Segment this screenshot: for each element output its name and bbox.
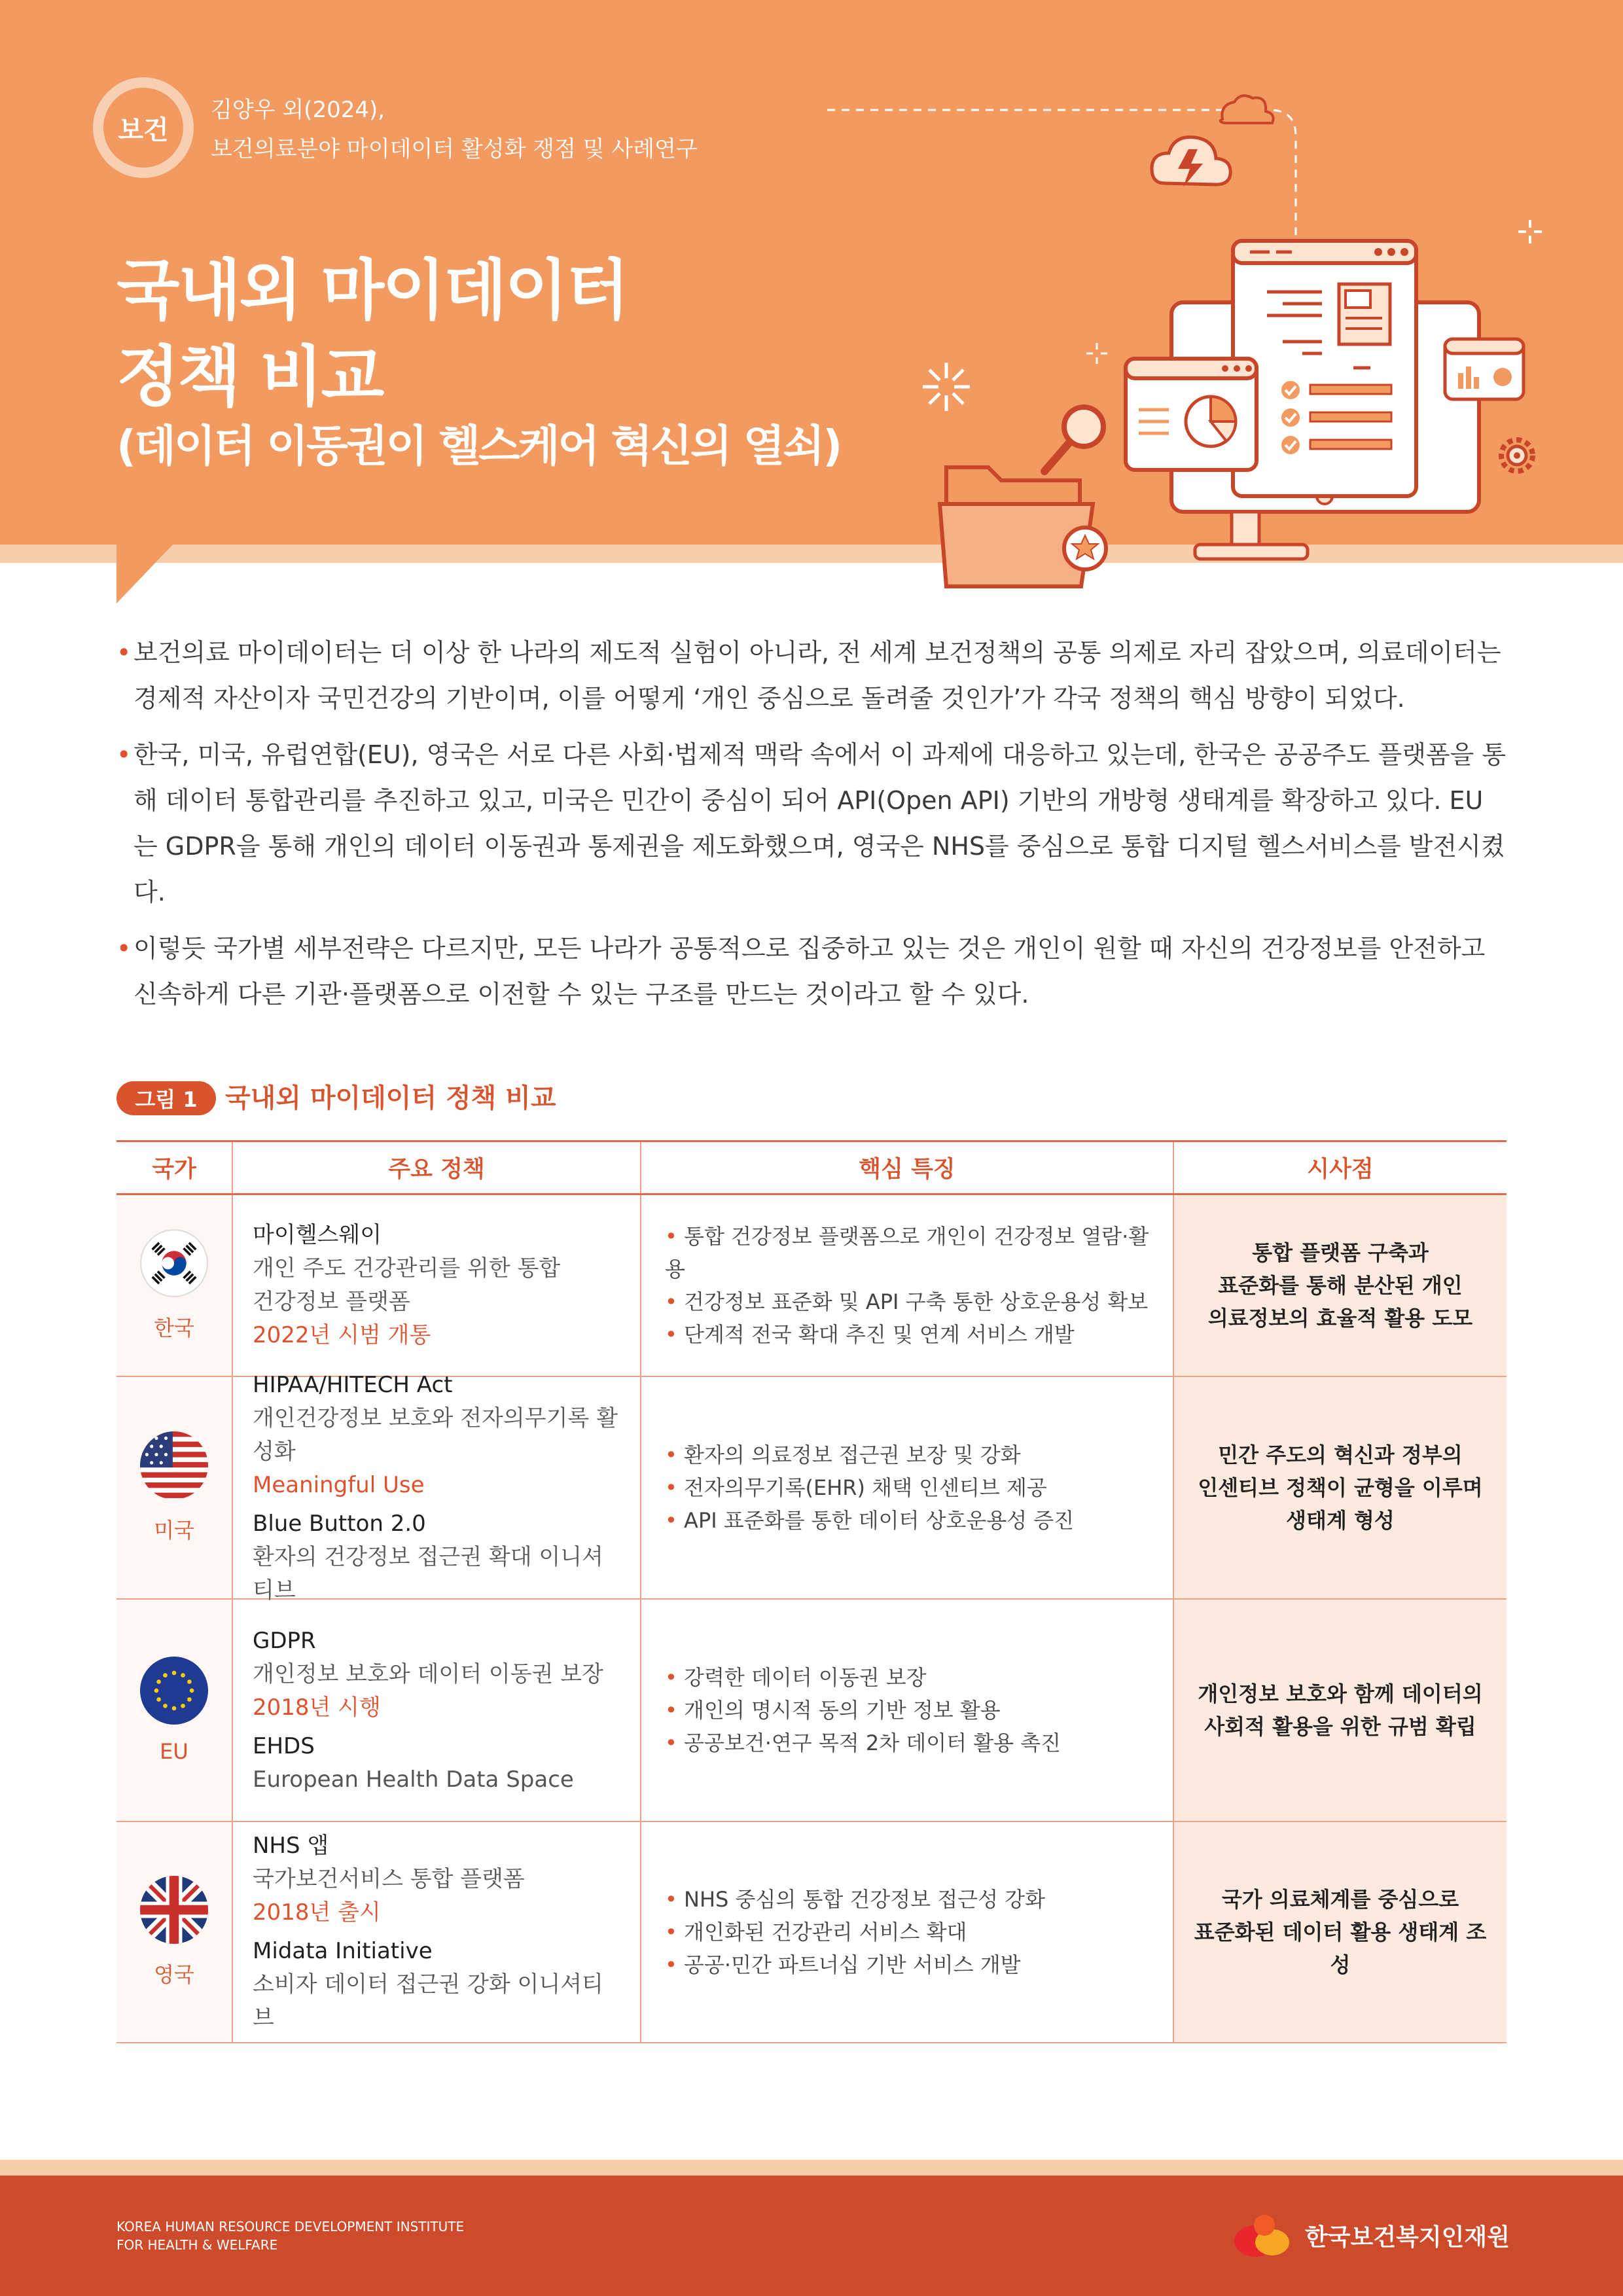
features-cell [641,1195,1174,1376]
policy-desc: 개인건강정보 보호와 전자의무기록 활성화 [253,1405,618,1465]
country-cell [116,1822,233,2042]
policy-name: Blue Button 2.0 [253,1510,426,1537]
policy-comparison-table [116,1140,1507,2043]
title-line-1: 국내외 마이데이터 [116,252,628,329]
country-name: EU [160,1739,188,1764]
implication-cell [1174,1600,1507,1821]
feature-item: • 공공보건·연구 목적 2차 데이터 활용 촉진 [665,1731,1061,1755]
policy-desc: 소비자 데이터 접근권 강화 이니셔티브 [253,1971,603,2031]
implication-line: 의료정보의 효율적 활용 도모 [1207,1306,1473,1331]
implication-line: 인센티브 정책이 균형을 이루며 [1198,1475,1483,1500]
bullet-item: • 이렇듯 국가별 세부전략은 다르지만, 모든 나라가 공통적으로 집중하고 있는 것은 개인이 원할 때 자신의 건강정보를 안전하고 신속하게 다른 기관·플랫폼으로 이전할 수 있는 구조를 만드는 것이라고 할 수 있다. [116,934,1486,1009]
bar-chart-card-icon [1445,339,1524,399]
checklist [1281,381,1391,454]
policy-name: NHS 앱 [253,1833,329,1859]
pie-chart-card-icon [1126,359,1257,470]
feature-item: • API 표준화를 통한 데이터 상호운용성 증진 [665,1508,1075,1533]
feature-item: • 환자의 의료정보 접근권 보장 및 강화 [665,1443,1021,1467]
policy-highlight: 2018년 출시 [253,1899,381,1926]
features-cell [641,1822,1174,2042]
source-author: 김양우 외(2024), [211,97,385,123]
feature-item: • 개인화된 건강관리 서비스 확대 [665,1920,967,1945]
uk-flag-icon [140,1876,208,1944]
implication-line: 국가 의료체계를 중심으로 [1221,1887,1459,1912]
bullet-text: 이렇듯 국가별 세부전략은 다르지만, 모든 나라가 공통적으로 집중하고 있는 것은 개인이 원할 때 자신의 건강정보를 안전하고 신속하게 다른 기관·플랫폼으로 이전할 수 있는 구조를 만드는 것이라고 할 수 있다. [134,934,1486,1009]
policy-cell [233,1822,641,2042]
policy-desc: 국가보건서비스 통합 플랫폼 [253,1866,525,1892]
features-cell [641,1377,1174,1598]
korea-flag-icon [140,1229,208,1297]
country-name: 영국 [154,1962,194,1987]
country-cell [116,1377,233,1598]
implication-cell [1174,1377,1507,1598]
intro-bullets [116,630,1507,1028]
eu-flag-icon [140,1657,208,1725]
table-row-uk [116,1822,1507,2043]
table-row-korea [116,1195,1507,1377]
implication-line: 통합 플랫폼 구축과 [1252,1240,1429,1265]
policy-cell [233,1195,641,1376]
bullet-item: • 보건의료 마이데이터는 더 이상 한 나라의 제도적 실험이 아니라, 전 세계 보건정책의 공통 의제로 자리 잡았으며, 의료데이터는 경제적 자산이자 국민건강의 기반이며, 이를 어떻게 ‘개인 중심으로 돌려줄 것인가’가 각국 정책의 핵심 방향이 되었다. [116,638,1501,713]
feature-item: • 통합 건강정보 플랫폼으로 개인이 건강정보 열람·활용 [665,1224,1149,1282]
burst-icon [923,363,970,411]
speech-tail [116,545,173,603]
cloud-icon [1221,96,1274,123]
footer-divider [0,2160,1623,2176]
policy-desc: 개인 주도 건강관리를 위한 통합 [253,1255,561,1282]
policy-name: Midata Initiative [253,1938,433,1964]
header-policy: 주요 정책 [233,1142,641,1193]
feature-item: • 단계적 전국 확대 추진 및 연계 서비스 개발 [665,1322,1075,1347]
features-cell [641,1600,1174,1821]
folder-icon [940,467,1106,586]
bullet-text: 보건의료 마이데이터는 더 이상 한 나라의 제도적 실험이 아니라, 전 세계 보건정책의 공통 의제로 자리 잡았으며, 의료데이터는 경제적 자산이자 국민건강의 기반이며, 이를 어떻게 ‘개인 중심으로 돌려줄 것인가’가 각국 정책의 핵심 방향이 되었다. [134,638,1501,713]
implication-line: 사회적 활용을 위한 규범 확립 [1204,1714,1476,1739]
header-implications: 시사점 [1307,1157,1374,1183]
source-title: 보건의료분야 마이데이터 활성화 쟁점 및 사례연구 [211,136,698,162]
implication-line: 민간 주도의 혁신과 정부의 [1218,1443,1463,1467]
category-badge: 보건 [103,88,183,168]
policy-highlight: 2022년 시범 개통 [253,1322,431,1348]
gear-icon [1501,440,1533,471]
policy-name: EHDS [253,1732,315,1759]
bullet-item: • 한국, 미국, 유럽연합(EU), 영국은 서로 다른 사회·법제적 맥락 속에서 이 과제에 대응하고 있는데, 한국은 공공주도 플랫폼을 통해 데이터 통합관리를 추진하고 있고, 미국은 민간이 중심이 되어 API(Open API) 기반의 개방형 생태계를 확장하고 있다. EU는 GDPR을 통해 개인의 데이터 이동권과 통제권을 제도화했으며, 영국은 NHS를 중심으로 통합 디지털 헬스서비스를 발전시켰다. [116,740,1507,906]
implication-line: 표준화된 데이터 활용 생태계 조성 [1194,1920,1487,1977]
feature-item: • 공공·민간 파트너십 기반 서비스 개발 [665,1952,1021,1977]
policy-cell [233,1371,641,1604]
table-header [116,1140,1507,1195]
page-subtitle: (데이터 이동권이 헬스케어 혁신의 열쇠) [116,421,841,471]
table-row-usa [116,1371,1507,1604]
sparkle-icon [1518,220,1542,243]
feature-item: • 개인의 명시적 동의 기반 정보 활용 [665,1698,1001,1723]
lightning-cloud-icon [1152,137,1230,188]
feature-item: • 강력한 데이터 이동권 보장 [665,1665,927,1690]
institute-logo-icon [1229,2207,1301,2259]
country-name: 미국 [154,1518,194,1543]
policy-name: GDPR [253,1627,316,1654]
implication-cell [1174,1822,1507,2042]
figure-label: 그림 1 [116,1081,216,1115]
implication-line: 표준화를 통해 분산된 개인 [1218,1273,1463,1298]
implication-line: 생태계 형성 [1286,1508,1395,1533]
table-row-eu [116,1600,1507,1822]
policy-highlight: Meaningful Use [253,1471,425,1498]
country-name: 한국 [154,1316,194,1340]
policy-desc: 환자의 건강정보 접근권 확대 이니셔티브 [253,1543,603,1604]
policy-desc: 개인정보 보호와 데이터 이동권 보장 [253,1660,603,1687]
usa-flag-icon [140,1431,208,1499]
institute-name-en-2: FOR HEALTH & WELFARE [116,2237,278,2253]
implication-line: 개인정보 보호와 함께 데이터의 [1198,1681,1483,1706]
figure-title: 국내외 마이데이터 정책 비교 [225,1083,556,1113]
bullet-text: 한국, 미국, 유럽연합(EU), 영국은 서로 다른 사회·법제적 맥락 속에서 이 과제에 대응하고 있는데, 한국은 공공주도 플랫폼을 통해 데이터 통합관리를 추진하고 있고, 미국은 민간이 중심이 되어 API(Open API) 기반의 개방형 생태계를 확장하고 있다. EU는 GDPR을 통해 개인의 데이터 이동권과 통제권을 제도화했으며, 영국은 NHS를 중심으로 통합 디지털 헬스서비스를 발전시켰다. [134,740,1507,906]
magnifier-icon [1044,407,1103,471]
policy-name: 마이헬스웨이 [253,1222,382,1248]
feature-item: • 전자의무기록(EHR) 채택 인센티브 제공 [665,1475,1047,1500]
implication-cell [1174,1195,1507,1376]
policy-desc: European Health Data Space [253,1766,574,1793]
header-country: 국가 [116,1142,233,1193]
page-title [116,247,628,420]
document-window-icon [1233,241,1416,496]
feature-item: • 건강정보 표준화 및 API 구축 통한 상호운용성 확보 [665,1289,1149,1314]
country-cell [116,1195,233,1376]
policy-desc: 건강정보 플랫폼 [253,1289,410,1315]
monitor-illustration [825,85,1551,596]
header-features: 핵심 특징 [641,1142,1174,1193]
feature-item: • NHS 중심의 통합 건강정보 접근성 강화 [665,1887,1045,1912]
country-cell [116,1600,233,1821]
policy-highlight: 2018년 시행 [253,1694,381,1721]
institute-name-en: KOREA HUMAN RESOURCE DEVELOPMENT INSTITUTE [116,2219,465,2234]
small-burst-icon [1086,343,1107,364]
policy-name: HIPAA/HITECH Act [253,1371,453,1398]
title-line-2: 정책 비교 [116,338,383,415]
policy-cell [233,1600,641,1821]
organization-name: 한국보건복지인재원 [1305,2224,1510,2251]
